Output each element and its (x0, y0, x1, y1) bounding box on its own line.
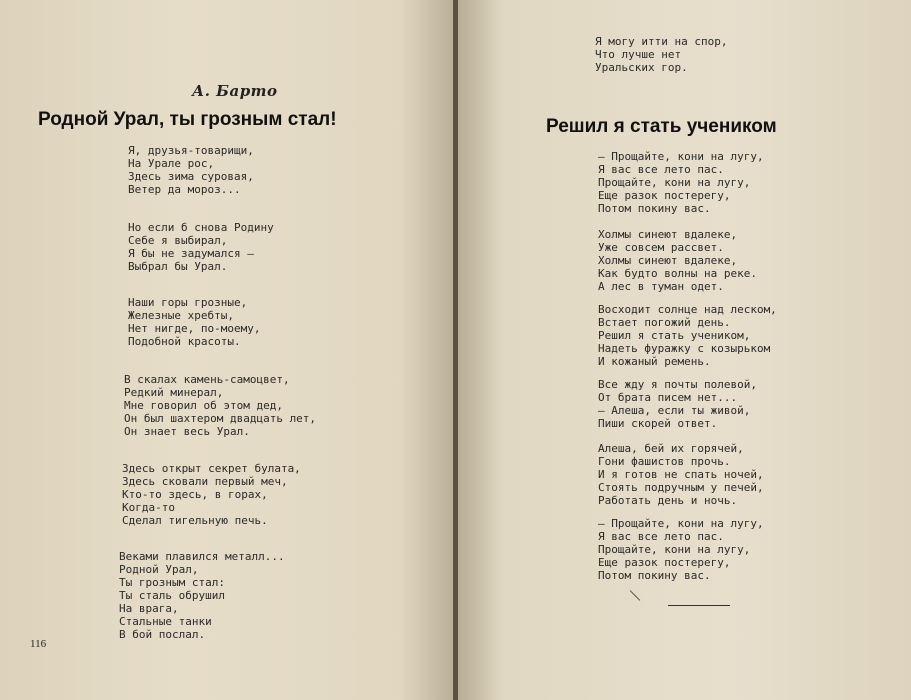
poem-title: Родной Урал, ты грозным стал! (38, 109, 337, 130)
verse-line: Я бы не задумался — (128, 247, 254, 260)
verse-line: Мне говорил об этом дед, (124, 399, 283, 412)
verse-line: Железные хребты, (128, 309, 234, 322)
stanza (598, 378, 757, 430)
verse-line: Наши горы грозные, (128, 296, 248, 309)
stanza (598, 517, 764, 582)
verse-line: — Прощайте, кони на лугу, (598, 517, 764, 530)
stanza (598, 303, 777, 368)
verse-line: Веками плавился металл... (119, 550, 285, 563)
verse-line: Потом покину вас. (598, 569, 711, 582)
verse-line: Здесь открыт секрет булата, (122, 462, 301, 475)
verse-line: Потом покину вас. (598, 202, 711, 215)
verse-line: Ветер да мороз... (128, 183, 241, 196)
verse-line: Решил я стать учеником, (598, 329, 751, 342)
stanza (598, 150, 764, 215)
page-number: 116 (30, 638, 47, 650)
verse-line: — Прощайте, кони на лугу, (598, 150, 764, 163)
verse-line: Гони фашистов прочь. (598, 455, 731, 468)
verse-line: Работать день и ночь. (598, 494, 738, 507)
poem-title: Решил я стать учеником (546, 116, 777, 137)
verse-line: От брата писем нет... (598, 391, 738, 404)
stanza (128, 296, 260, 348)
verse-line: Здесь сковали первый меч, (122, 475, 288, 488)
stanza (122, 462, 301, 527)
verse-line: Все жду я почты полевой, (598, 378, 757, 391)
verse-line: Я вас все лето пас. (598, 163, 724, 176)
verse-line: Пиши скорей ответ. (598, 417, 718, 430)
verse-line: В бой послал. (119, 628, 206, 641)
verse-line: Он был шахтером двадцать лет, (124, 412, 317, 425)
verse-line: Сделал тигельную печь. (122, 514, 268, 527)
verse-line: Себе я выбирал, (128, 234, 228, 247)
verse-line: И я готов не спать ночей, (598, 468, 764, 481)
verse-line: Здесь зима суровая, (128, 170, 254, 183)
stanza (598, 442, 764, 507)
verse-line: В скалах камень-самоцвет, (124, 373, 290, 386)
verse-line: Надеть фуражку с козырьком (598, 342, 771, 355)
author-name: А. Барто (192, 82, 278, 100)
verse-line: Уже совсем рассвет. (598, 241, 724, 254)
verse-line: Алеша, бей их горячей, (598, 442, 744, 455)
verse-line: Кто-то здесь, в горах, (122, 488, 268, 501)
verse-line: Холмы синеют вдалеке, (598, 228, 738, 241)
verse-line: На врага, (119, 602, 179, 615)
verse-line: Выбрал бы Урал. (128, 260, 228, 273)
verse-line: Прощайте, кони на лугу, (598, 176, 751, 189)
verse-line: Ты сталь обрушил (119, 589, 225, 602)
stanza (598, 228, 757, 293)
verse-line: Он знает весь Урал. (124, 425, 250, 438)
verse-line: Подобной красоты. (128, 335, 241, 348)
verse-line: — Алеша, если ты живой, (598, 404, 751, 417)
verse-line: Что лучше нет (595, 48, 682, 61)
stanza (128, 221, 274, 273)
verse-line: Но если б снова Родину (128, 221, 274, 234)
verse-line: Ты грозным стал: (119, 576, 225, 589)
verse-line: Встает погожий день. (598, 316, 731, 329)
verse-line: Когда-то (122, 501, 175, 514)
verse-line: Прощайте, кони на лугу, (598, 543, 751, 556)
stanza (595, 35, 727, 74)
verse-line: Я вас все лето пас. (598, 530, 724, 543)
verse-line: Нет нигде, по-моему, (128, 322, 261, 335)
verse-line: Уральских гор. (595, 61, 688, 74)
verse-line: Я могу итти на спор, (595, 35, 728, 48)
verse-line: Родной Урал, (119, 563, 199, 576)
verse-line: Холмы синеют вдалеке, (598, 254, 738, 267)
verse-line: И кожаный ремень. (598, 355, 711, 368)
verse-line: Еще разок постерегу, (598, 189, 731, 202)
ink-mark (630, 590, 641, 601)
right-page (458, 0, 911, 700)
verse-line: Я, друзья-товарищи, (128, 144, 254, 157)
verse-line: Стоять подручным у печей, (598, 481, 764, 494)
verse-line: На Урале рос, (128, 157, 215, 170)
verse-line: Еще разок постерегу, (598, 556, 731, 569)
verse-line: Как будто волны на реке. (598, 267, 757, 280)
end-rule (668, 605, 730, 606)
stanza (124, 373, 316, 438)
verse-line: Восходит солнце над леском, (598, 303, 777, 316)
verse-line: А лес в туман одет. (598, 280, 724, 293)
left-page (0, 0, 455, 700)
verse-line: Стальные танки (119, 615, 212, 628)
stanza (119, 550, 285, 641)
stanza (128, 144, 254, 196)
verse-line: Редкий минерал, (124, 386, 224, 399)
